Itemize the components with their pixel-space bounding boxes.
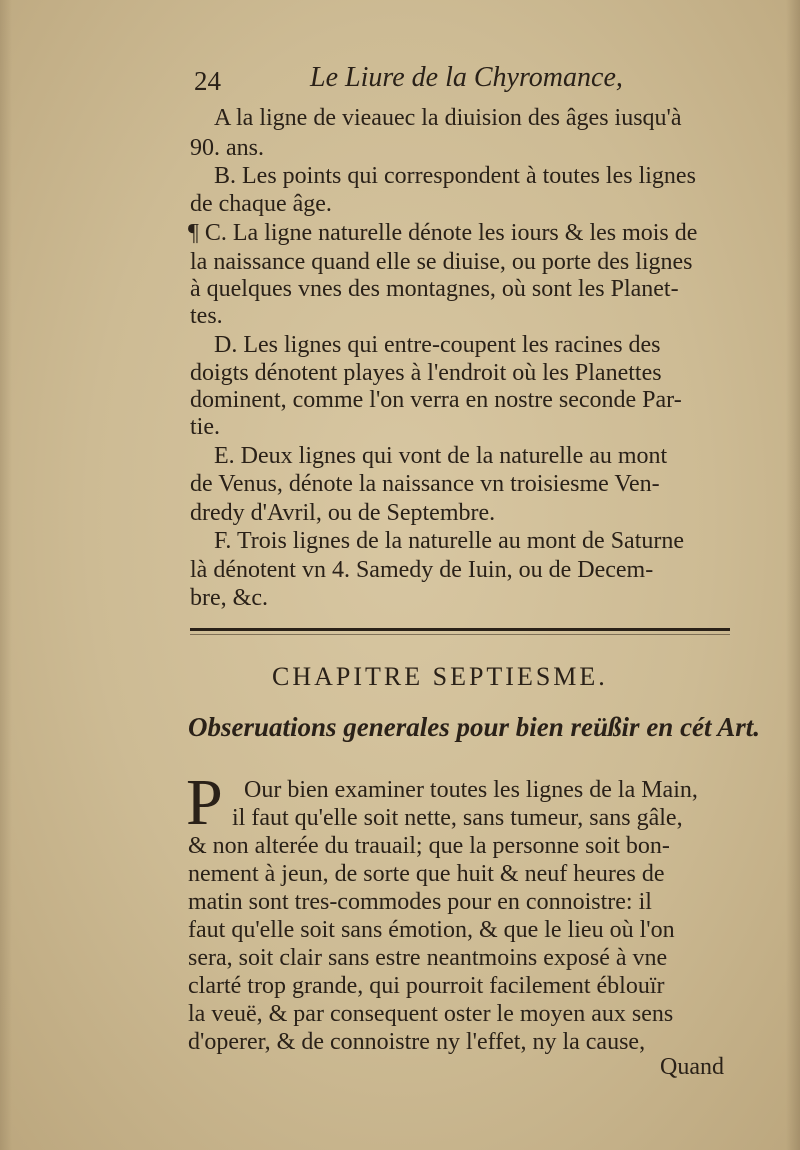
text-line: là dénotent vn 4. Samedy de Iuin, ou de Decem-: [190, 557, 654, 583]
text-line: bre, &c.: [190, 585, 268, 611]
text-line: tie.: [190, 414, 220, 440]
horizontal-rule-thin: [190, 634, 730, 635]
page-edge-right: [786, 0, 800, 1150]
text-line: matin sont tres-commodes pour en connoistre: il: [188, 889, 652, 915]
chapter-heading: CHAPITRE SEPTIESME.: [272, 662, 608, 691]
text-line: de Venus, dénote la naissance vn troisiesme Ven-: [190, 471, 660, 497]
text-line: ¶ C. La ligne naturelle dénote les iours & les mois de: [188, 220, 698, 246]
text-line: dredy d'Avril, ou de Septembre.: [190, 500, 496, 526]
text-line: la naissance quand elle se diuise, ou porte des lignes: [190, 249, 693, 275]
text-line: Our bien examiner toutes les lignes de la Main,: [244, 777, 698, 803]
text-line: A la ligne de vieauec la diuision des âges iusqu'à: [214, 105, 682, 131]
text-line: à quelques vnes des montagnes, où sont les Planet-: [190, 276, 679, 302]
text-line: 90. ans.: [190, 135, 264, 161]
text-line: clarté trop grande, qui pourroit facilement éblouïr: [188, 973, 665, 999]
catchword: Quand: [660, 1054, 724, 1080]
text-line: d'operer, & de connoistre ny l'effet, ny la cause,: [188, 1029, 646, 1055]
page-edge-left: [0, 0, 12, 1150]
text-line: & non alterée du trauail; que la personne soit bon-: [188, 833, 670, 859]
text-line: de chaque âge.: [190, 191, 332, 217]
text-line: tes.: [190, 303, 223, 329]
section-title: Obseruations generales pour bien reüßir en cét Art.: [188, 712, 761, 742]
text-line: il faut qu'elle soit nette, sans tumeur, sans gâle,: [232, 805, 683, 831]
page-header: [194, 62, 754, 102]
text-line: B. Les points qui correspondent à toutes les lignes: [214, 163, 696, 189]
text-line: E. Deux lignes qui vont de la naturelle au mont: [214, 443, 668, 469]
text-line: F. Trois lignes de la naturelle au mont de Saturne: [214, 528, 685, 554]
text-line: dominent, comme l'on verra en nostre seconde Par-: [190, 387, 682, 413]
drop-cap: P: [186, 766, 223, 839]
text-line: nement à jeun, de sorte que huit & neuf heures de: [188, 861, 665, 887]
running-title: Le Liure de la Chyromance,: [310, 62, 623, 93]
text-line: doigts dénotent playes à l'endroit où les Planettes: [190, 360, 662, 386]
page-number: 24: [194, 66, 221, 96]
text-line: la veuë, & par consequent oster le moyen aux sens: [188, 1001, 674, 1027]
text-line: faut qu'elle soit sans émotion, & que le lieu où l'on: [188, 917, 675, 943]
text-line: sera, soit clair sans estre neantmoins exposé à vne: [188, 945, 668, 971]
horizontal-rule: [190, 628, 730, 631]
text-line: D. Les lignes qui entre-coupent les racines des: [214, 332, 661, 358]
